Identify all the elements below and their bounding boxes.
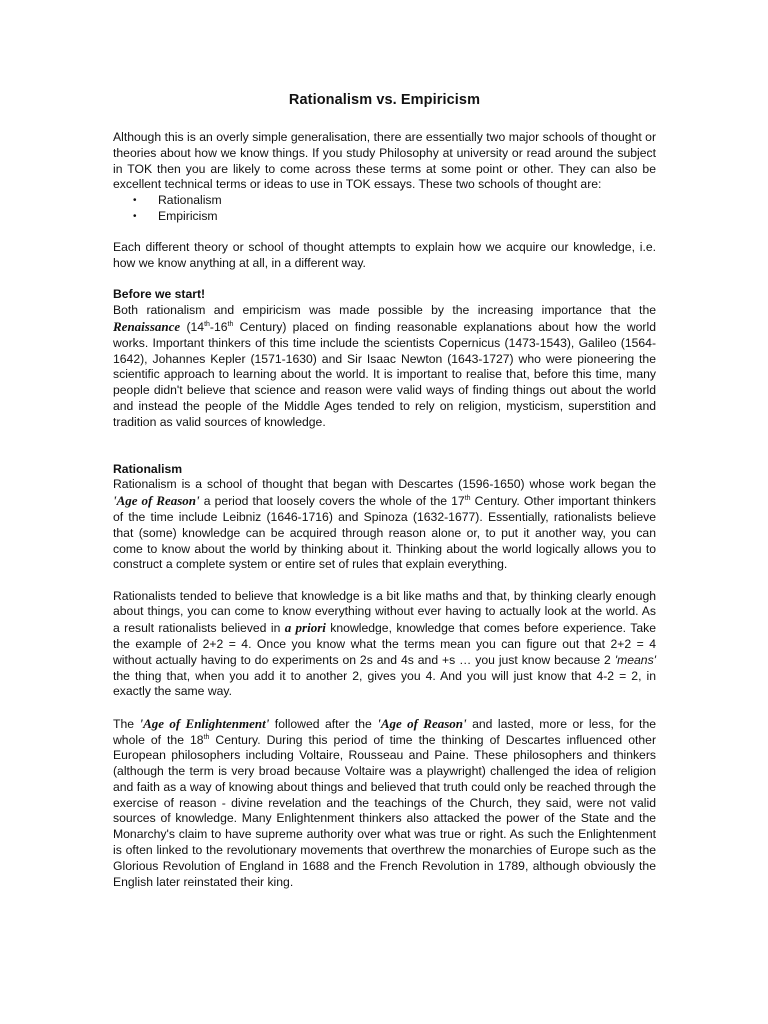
intro-paragraph: Although this is an overly simple generalisation, there are essentially two major schools of thought or theories about how we know things. If you study Philosophy at university or read around the subject in TOK then you are likely to come across these terms at some point or other. They can also be excellent technical terms or ideas to use in TOK essays. These two schools of thought are: — [113, 130, 656, 192]
rationalism-paragraph-2: Rationalists tended to believe that knowledge is a bit like maths and that, by thinking clearly enough about things, you can come to know everything without ever having to actually look at the world. As a result rationalists believed in a priori knowledge, knowledge that comes before experience. Take the example of 2+2 = 4. Once you know what the terms mean you can figure out that 2+2 = 4 without actually having to do experiments on 2s and 4s and +s … you just know because 2 'means' the thing that, when you add it to another 2, gives you 4. And you will just know that 4-2 = 2, in exactly the same way. — [113, 588, 656, 699]
a-priori-term: a priori — [284, 620, 326, 636]
list-item: • Rationalism — [113, 193, 656, 209]
age-of-enlightenment-term: 'Age of Enlightenment' — [139, 715, 270, 731]
rationalism-paragraph-1: Rationalism is a school of thought that began with Descartes (1596-1650) whose work began the 'Age of Reason' a period that loosely covers the whole of the 17th Century. Other important thinkers of the time include Leibniz (1646-1716) and Spinoza (1632-1677). Essentially, rationalists believe that (some) knowledge can be acquired through reason alone or, to put it another way, you can come to know about the world by thinking about it. Thinking about the world logically allows you to construct a complete system or entire set of rules that explain everything. — [113, 477, 656, 572]
document-title: Rationalism vs. Empiricism — [288, 92, 481, 108]
means-term: 'means' — [614, 652, 656, 667]
explanation-paragraph: Each different theory or school of thought attempts to explain how we acquire our knowledge, i.e. how we know anything at all, in a different way. — [113, 240, 656, 271]
age-of-reason-term: 'Age of Reason' — [377, 715, 467, 731]
section-heading-before: Before we start! — [113, 287, 206, 302]
section-heading-rationalism: Rationalism — [113, 461, 183, 476]
enlightenment-paragraph: The 'Age of Enlightenment' followed after the 'Age of Reason' and lasted, more or less, for the whole of the 18th Century. During this period of time the thinking of Descartes influenced other European philosophers including Voltaire, Rousseau and Paine. These philosophers and thinkers (although the term is very broad because Voltaire was a playwright) challenged the idea of religion and faith as a way of knowing about things and believed that truth could only be reached through the exercise of reason - divine revelation and the teachings of the Church, they said, were not valid sources of knowledge. Many Enlightenment thinkers also attacked the power of the State and the Monarchy's claim to have supreme authority over what was true or right. As such the Enlightenment is often linked to the revolutionary movements that overthrew the monarchies of Europe such as the Glorious Revolution of England in 1688 and the French Revolution in 1789, although obviously the English later reinstated their king. — [113, 715, 657, 889]
schools-list — [113, 193, 656, 225]
age-of-reason-term: 'Age of Reason' — [113, 493, 200, 509]
document-page — [113, 92, 656, 890]
renaissance-term: Renaissance — [113, 318, 181, 334]
list-item: • Empiricism — [113, 209, 656, 225]
before-paragraph: Both rationalism and empiricism was made possible by the increasing importance that the Renaissance (14th-16th Century) placed on finding reasonable explanations about how the world works. Important thinkers of this time include the scientists Copernicus (1473-1543), Galileo (1564-1642), Johannes Kepler (1571-1630) and Sir Isaac Newton (1643-1727) who were pioneering the scientific approach to learning about the world. It is important to realise that, before this time, many people didn't believe that science and reason were valid ways of finding things out about the world and instead the people of the Middle Ages tended to rely on religion, mysticism, superstition and tradition as valid sources of knowledge. — [113, 303, 656, 429]
